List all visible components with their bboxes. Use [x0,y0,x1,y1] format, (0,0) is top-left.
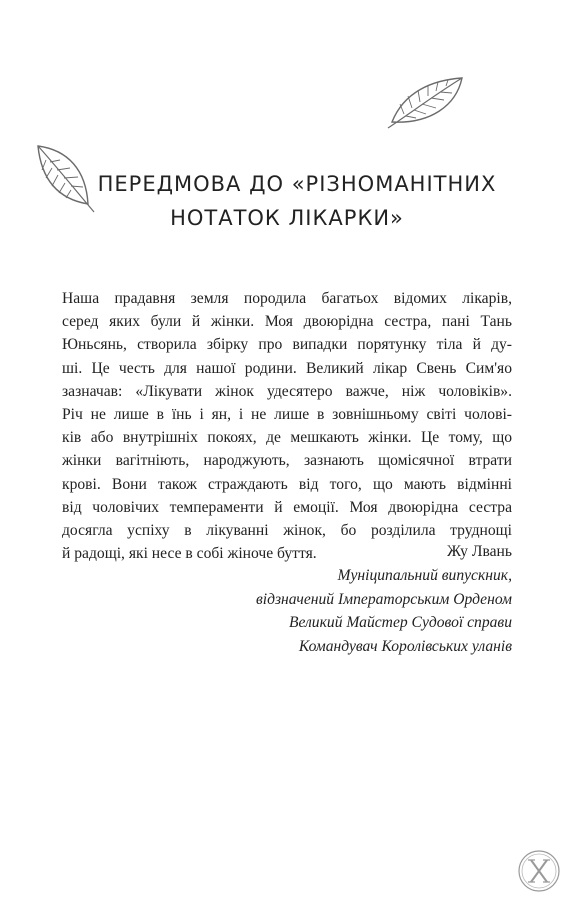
body-line: серед яких були й жінки. Моя двоюрідна сестра, пані Тань [62,313,512,331]
leaf-right-icon [386,72,470,130]
signature-role: Муніципальний випускник, [337,566,512,584]
body-line: жінки вагітніють, народжують, зазнають щомісячної втрати [62,452,512,470]
signature-role: Командувач Королівських уланів [298,638,512,656]
body-line: від чоловічих темпераменти й емоції. Моя двоюрідна сестра [62,498,512,516]
body-line: ші. Це честь для нашої родини. Великий лікар Свень Сим'яо [62,359,512,377]
signature-name: Жу Лвань [446,543,512,560]
signature-role: відзначений Імператорським Орденом [255,590,512,608]
signature-block [256,540,512,659]
signature-role: Великий Майстер Судової справи [288,614,512,632]
body-paragraph [62,287,512,565]
corner-x-mark-icon [516,848,562,894]
body-line: Річ не лише в їнь і ян, і не лише в зовнішньому світі чолові- [62,405,512,423]
page-title-line-2: НОТАТОК ЛІКАРКИ» [170,206,404,230]
body-line: Наша прадавня земля породила багатьох відомих лікарів, [62,290,512,307]
body-line: Юньсянь, створила збірку про випадки порятунку тіла й ду- [62,336,512,354]
body-line: крові. Вони також страждають від того, що мають відмінні [62,475,512,493]
body-line: досягла успіху в лікуванні жінок, бо розділила труднощі [62,521,512,539]
body-line: й радощі, які несе в собі жіноче буття. [62,545,317,563]
body-line: зазначав: «Лікувати жінок удесятеро важче, ніж чоловіків». [62,382,512,400]
body-line: ків або внутрішніх покоях, де мешкають жінки. Це тому, що [62,429,512,447]
page-title-line-1: ПЕРЕДМОВА ДО «РІЗНОМАНІТНИХ [97,172,497,196]
